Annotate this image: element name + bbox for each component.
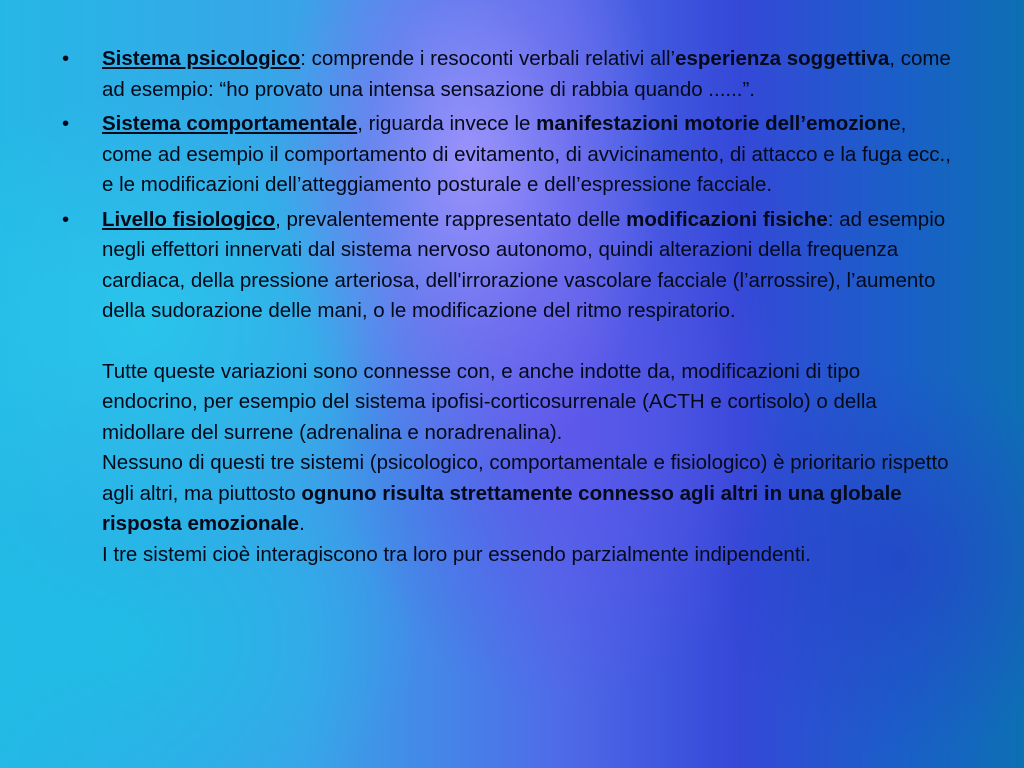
paragraph-text: . bbox=[299, 512, 305, 535]
bullet-dot-icon: • bbox=[62, 112, 70, 135]
bullet-term: Sistema psicologico bbox=[102, 47, 301, 70]
bullet-emphasis: manifestazioni motorie dell’emozion bbox=[536, 112, 890, 135]
paragraph-emphasis: ognuno risulta strettamente connesso agli altri in una globale risposta emozionale bbox=[102, 481, 902, 535]
bullet-item-psicologico bbox=[60, 44, 960, 105]
paragraph-gap bbox=[102, 327, 960, 357]
bullet-dot-icon: • bbox=[62, 207, 70, 231]
bullet-text: : comprende i resoconti verbali relativi all’ bbox=[300, 47, 676, 70]
bullet-list bbox=[60, 44, 960, 574]
bullet-text: : ad esempio negli effettori innervati dal sistema nervoso autonomo, quindi alterazioni della frequenza cardiaca, della pressione arteriosa, dell'irrorazione vascolare facciale (l’arrossire), l’aumento della sudorazione delle mani, o le modificazione del ritmo respiratorio. bbox=[102, 207, 946, 322]
bullet-term: Livello fisiologico bbox=[102, 207, 276, 231]
bullet-item-comportamentale bbox=[60, 109, 960, 201]
bullet-emphasis: esperienza soggettiva bbox=[675, 47, 890, 70]
paragraph-priorita bbox=[102, 448, 960, 540]
paragraph-interazione: I tre sistemi cioè interagiscono tra loro pur essendo parzialmente indipendenti. bbox=[102, 542, 811, 566]
bullet-dot-icon: • bbox=[62, 47, 70, 70]
paragraph-text: Nessuno di questi tre sistemi (psicologico, comportamentale e fisiologico) è prioritario rispetto agli altri, ma piuttosto bbox=[102, 451, 949, 505]
paragraph-endocrino: Tutte queste variazioni sono connesse con, e anche indotte da, modificazioni di tipo endocrino, per esempio del sistema ipofisi-corticosurrenale (ACTH e cortisolo) o della midollare del surrene (adrenalina e noradrenalina). bbox=[102, 359, 877, 444]
bullet-emphasis: modificazioni fisiche bbox=[626, 207, 828, 231]
bullet-text: , come ad esempio: “ho provato una intensa sensazione di rabbia quando ......”. bbox=[102, 47, 951, 101]
bullet-item-fisiologico bbox=[60, 205, 960, 571]
bullet-text: , riguarda invece le bbox=[357, 112, 537, 135]
bullet-term: Sistema comportamentale bbox=[102, 112, 358, 135]
bullet-text: , prevalentemente rappresentato delle bbox=[275, 207, 627, 231]
bullet-text: e, come ad esempio il comportamento di evitamento, di avvicinamento, di attacco e la fuga ecc., e le modificazioni dell’atteggiamento posturale e dell’espressione facciale. bbox=[102, 112, 951, 196]
